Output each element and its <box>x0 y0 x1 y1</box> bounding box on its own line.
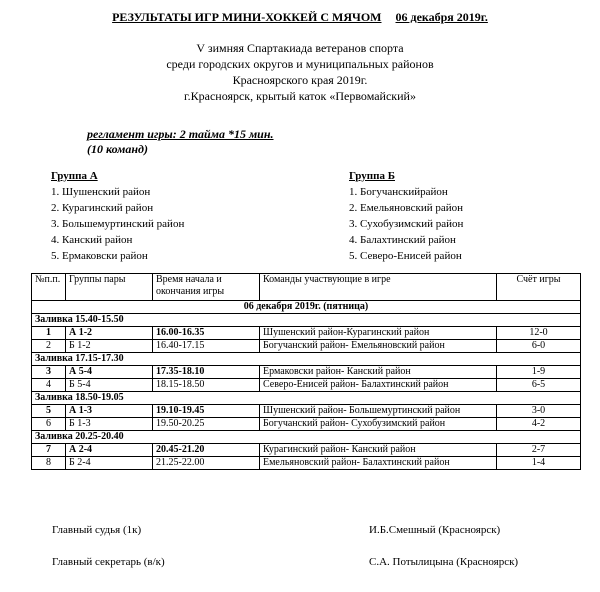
subtitle-line: V зимняя Спартакиада ветеранов спорта <box>196 41 404 55</box>
game-num: 2 <box>32 340 66 353</box>
game-pair: Б 1-2 <box>66 340 153 353</box>
game-score: 12-0 <box>497 327 581 340</box>
game-pair: Б 5-4 <box>66 379 153 392</box>
subtitle-line: среди городских округов и муниципальных районов <box>166 57 434 71</box>
game-num: 7 <box>32 444 66 457</box>
game-row <box>32 340 581 353</box>
game-time: 21.25-22.00 <box>153 457 260 470</box>
group-team: 1. Шушенский район <box>51 186 151 198</box>
game-row <box>32 418 581 431</box>
game-row <box>32 327 581 340</box>
game-row <box>32 405 581 418</box>
game-time: 17.35-18.10 <box>153 366 260 379</box>
group-team: 3. Большемуртинский район <box>51 218 185 230</box>
subtitle-line: г.Красноярск, крытый каток «Первомайский» <box>184 89 416 103</box>
game-num: 5 <box>32 405 66 418</box>
secretary-name: С.А. Потылицына (Красноярск) <box>369 556 519 568</box>
table-header-row <box>32 274 581 301</box>
game-pair: А 5-4 <box>66 366 153 379</box>
title-date: 06 декабря 2019г. <box>395 10 488 24</box>
page-title <box>0 10 600 25</box>
subtitle-line: Красноярского края 2019г. <box>232 73 368 87</box>
secretary-role: Главный секретарь (в/к) <box>52 556 165 568</box>
game-row <box>32 444 581 457</box>
game-time: 19.10-19.45 <box>153 405 260 418</box>
game-teams: Северо-Енисей район- Балахтинский район <box>260 379 497 392</box>
game-time: 19.50-20.25 <box>153 418 260 431</box>
game-score: 6-0 <box>497 340 581 353</box>
game-score: 2-7 <box>497 444 581 457</box>
game-score: 1-4 <box>497 457 581 470</box>
game-row <box>32 457 581 470</box>
flood-row <box>32 392 581 405</box>
game-row <box>32 379 581 392</box>
title-main: РЕЗУЛЬТАТЫ ИГР МИНИ-ХОККЕЙ С МЯЧОМ <box>112 10 382 24</box>
header-score: Счёт игры <box>497 274 581 301</box>
game-pair: А 1-2 <box>66 327 153 340</box>
group-team: 4. Балахтинский район <box>349 234 456 246</box>
group-team: 4. Канский район <box>51 234 133 246</box>
game-teams: Ермаковски район- Канский район <box>260 366 497 379</box>
game-pair: Б 1-3 <box>66 418 153 431</box>
game-row <box>32 366 581 379</box>
game-time: 16.40-17.15 <box>153 340 260 353</box>
flood-row <box>32 353 581 366</box>
schedule-table <box>31 273 581 470</box>
group-a <box>51 168 184 264</box>
header-pair: Группы пары <box>66 274 153 301</box>
regulation-rule: регламент игры: 2 тайма *15 мин. <box>87 127 274 141</box>
game-time: 18.15-18.50 <box>153 379 260 392</box>
game-teams: Курагинский район- Канский район <box>260 444 497 457</box>
group-team: 2. Курагинский район <box>51 202 154 214</box>
game-teams: Емельяновский район- Балахтинский район <box>260 457 497 470</box>
group-team: 1. Богучанскийрайон <box>349 186 448 198</box>
regulation-teams: (10 команд) <box>87 142 148 156</box>
flood-row <box>32 314 581 327</box>
header-teams: Команды участвующие в игре <box>260 274 497 301</box>
game-num: 4 <box>32 379 66 392</box>
game-num: 8 <box>32 457 66 470</box>
game-num: 1 <box>32 327 66 340</box>
game-teams: Шушенский район- Большемуртинский район <box>260 405 497 418</box>
game-score: 3-0 <box>497 405 581 418</box>
group-b <box>349 168 463 264</box>
flood-row <box>32 431 581 444</box>
flood-label: Заливка 15.40-15.50 <box>32 314 581 327</box>
game-teams: Богучанский район- Сухобузимский район <box>260 418 497 431</box>
date-cell: 06 декабря 2019г. (пятница) <box>32 301 581 314</box>
game-time: 20.45-21.20 <box>153 444 260 457</box>
group-title: Группа А <box>51 170 98 182</box>
game-pair: А 2-4 <box>66 444 153 457</box>
flood-label: Заливка 18.50-19.05 <box>32 392 581 405</box>
group-team: 5. Северо-Енисей район <box>349 250 462 262</box>
game-pair: А 1-3 <box>66 405 153 418</box>
header-time: Время начала и окончания игры <box>153 274 260 301</box>
judge-role: Главный судья (1к) <box>52 524 142 536</box>
group-team: 5. Ермаковски район <box>51 250 148 262</box>
group-title: Группа Б <box>349 170 395 182</box>
game-num: 6 <box>32 418 66 431</box>
game-pair: Б 2-4 <box>66 457 153 470</box>
game-score: 1-9 <box>497 366 581 379</box>
regulation <box>87 127 274 157</box>
game-score: 6-5 <box>497 379 581 392</box>
flood-label: Заливка 17.15-17.30 <box>32 353 581 366</box>
game-num: 3 <box>32 366 66 379</box>
judge-name: И.Б.Смешный (Красноярск) <box>369 524 501 536</box>
game-score: 4-2 <box>497 418 581 431</box>
date-row <box>32 301 581 314</box>
group-team: 3. Сухобузимский район <box>349 218 464 230</box>
game-time: 16.00-16.35 <box>153 327 260 340</box>
header-num: №п.п. <box>32 274 66 301</box>
flood-label: Заливка 20.25-20.40 <box>32 431 581 444</box>
game-teams: Шушенский район-Курагинский район <box>260 327 497 340</box>
group-team: 2. Емельяновский район <box>349 202 464 214</box>
game-teams: Богучанский район- Емельяновский район <box>260 340 497 353</box>
event-subtitle <box>0 40 600 104</box>
